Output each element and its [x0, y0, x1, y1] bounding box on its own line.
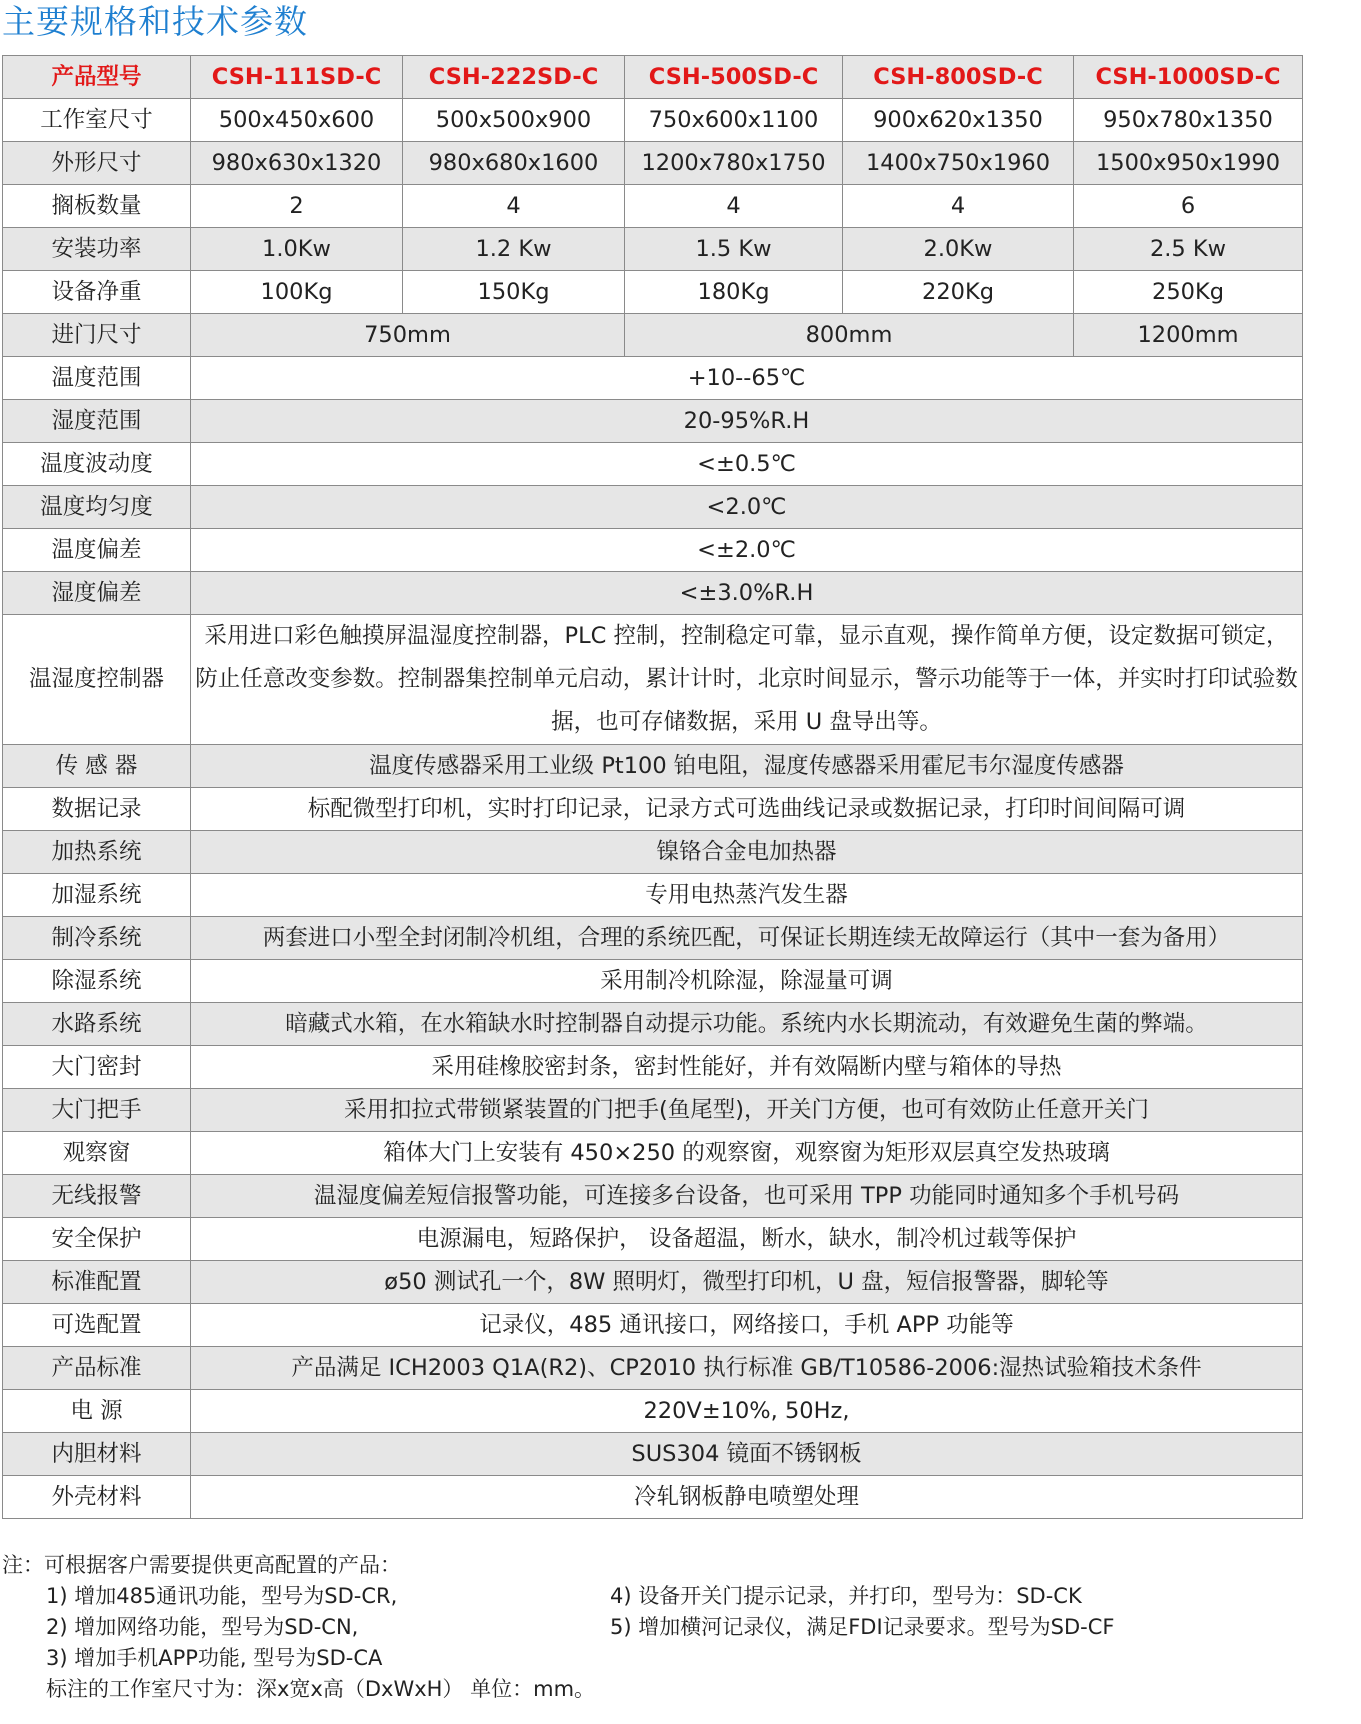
note-item: 2) 增加网络功能，型号为SD-CN, [46, 1615, 359, 1639]
table-cell: 500x450x600 [191, 99, 403, 142]
row-label: 工作室尺寸 [3, 99, 191, 142]
table-row [3, 1476, 1303, 1519]
table-row [3, 960, 1303, 1003]
table-row [3, 1261, 1303, 1304]
table-cell: 记录仪，485 通讯接口，网络接口，手机 APP 功能等 [191, 1304, 1303, 1347]
note-item: 3) 增加手机APP功能, 型号为SD-CA [46, 1646, 383, 1670]
note-item: 4) 设备开关门提示记录，并打印，型号为：SD-CK [610, 1584, 1082, 1608]
table-cell: 980x680x1600 [403, 142, 625, 185]
spec-table [2, 55, 1303, 1519]
table-cell: 温度传感器采用工业级 Pt100 铂电阻，湿度传感器采用霍尼韦尔湿度传感器 [191, 745, 1303, 788]
table-row [3, 1390, 1303, 1433]
table-row [3, 745, 1303, 788]
table-row [3, 1433, 1303, 1476]
table-row [3, 788, 1303, 831]
table-cell: 箱体大门上安装有 450×250 的观察窗，观察窗为矩形双层真空发热玻璃 [191, 1132, 1303, 1175]
table-cell: <2.0℃ [191, 486, 1303, 529]
model-header-cell: CSH-800SD-C [843, 56, 1074, 99]
table-cell: 镍铬合金电加热器 [191, 831, 1303, 874]
row-label: 温湿度控制器 [3, 615, 191, 745]
table-cell: 2.5 Kw [1074, 228, 1303, 271]
table-cell: 4 [403, 185, 625, 228]
row-label: 产品标准 [3, 1347, 191, 1390]
table-row [3, 1175, 1303, 1218]
table-cell: +10--65℃ [191, 357, 1303, 400]
table-row [3, 99, 1303, 142]
row-label: 大门密封 [3, 1046, 191, 1089]
model-header-cell: CSH-222SD-C [403, 56, 625, 99]
row-label: 进门尺寸 [3, 314, 191, 357]
table-row [3, 1089, 1303, 1132]
row-label: 除湿系统 [3, 960, 191, 1003]
note-item: 5) 增加横河记录仪，满足FDI记录要求。型号为SD-CF [610, 1615, 1115, 1639]
row-label: 电 源 [3, 1390, 191, 1433]
table-cell: 1200x780x1750 [625, 142, 843, 185]
table-row [3, 917, 1303, 960]
table-row [3, 443, 1303, 486]
row-label: 搁板数量 [3, 185, 191, 228]
model-header-cell: CSH-500SD-C [625, 56, 843, 99]
table-row [3, 831, 1303, 874]
row-label: 温度波动度 [3, 443, 191, 486]
row-label: 制冷系统 [3, 917, 191, 960]
table-cell: 150Kg [403, 271, 625, 314]
table-cell: 专用电热蒸汽发生器 [191, 874, 1303, 917]
table-row [3, 228, 1303, 271]
row-label: 传 感 器 [3, 745, 191, 788]
table-cell: 220Kg [843, 271, 1074, 314]
model-header-cell: CSH-1000SD-C [1074, 56, 1303, 99]
table-cell: 20-95%R.H [191, 400, 1303, 443]
table-cell: 暗藏式水箱，在水箱缺水时控制器自动提示功能。系统内水长期流动，有效避免生菌的弊端。 [191, 1003, 1303, 1046]
table-cell: SUS304 镜面不锈钢板 [191, 1433, 1303, 1476]
table-cell: 250Kg [1074, 271, 1303, 314]
table-cell: 采用进口彩色触摸屏温湿度控制器，PLC 控制，控制稳定可靠，显示直观，操作简单方便，设定数据可锁定，防止任意改变参数。控制器集控制单元启动，累计计时，北京时间显示，警示功能等于一体，并实时打印试验数据，也可存储数据，采用 U 盘导出等。 [191, 615, 1303, 745]
table-cell: 采用制冷机除湿，除湿量可调 [191, 960, 1303, 1003]
row-label: 大门把手 [3, 1089, 191, 1132]
table-row [3, 1132, 1303, 1175]
table-cell: 750mm [191, 314, 625, 357]
table-cell: 1.0Kw [191, 228, 403, 271]
table-row [3, 400, 1303, 443]
row-label: 可选配置 [3, 1304, 191, 1347]
row-label: 内胆材料 [3, 1433, 191, 1476]
table-cell: 2 [191, 185, 403, 228]
row-label: 湿度范围 [3, 400, 191, 443]
row-label: 设备净重 [3, 271, 191, 314]
table-cell: 500x500x900 [403, 99, 625, 142]
table-cell: 采用硅橡胶密封条，密封性能好，并有效隔断内壁与箱体的导热 [191, 1046, 1303, 1089]
model-header-cell: CSH-111SD-C [191, 56, 403, 99]
table-cell: 900x620x1350 [843, 99, 1074, 142]
table-row [3, 357, 1303, 400]
row-label: 标准配置 [3, 1261, 191, 1304]
table-row [3, 874, 1303, 917]
table-cell: 1500x950x1990 [1074, 142, 1303, 185]
table-row [3, 1304, 1303, 1347]
row-label: 外壳材料 [3, 1476, 191, 1519]
row-label: 产品型号 [3, 56, 191, 99]
table-cell: 产品满足 ICH2003 Q1A(R2)、CP2010 执行标准 GB/T10586-2006:湿热试验箱技术条件 [191, 1347, 1303, 1390]
row-label: 温度均匀度 [3, 486, 191, 529]
note-item: 1) 增加485通讯功能，型号为SD-CR, [46, 1584, 398, 1608]
table-row [3, 142, 1303, 185]
table-cell: 冷轧钢板静电喷塑处理 [191, 1476, 1303, 1519]
dimension-note: 标注的工作室尺寸为：深x宽x高（DxWxH） 单位：mm。 [46, 1677, 596, 1701]
row-label: 湿度偏差 [3, 572, 191, 615]
table-row [3, 1003, 1303, 1046]
row-label: 温度偏差 [3, 529, 191, 572]
table-cell: 980x630x1320 [191, 142, 403, 185]
table-row [3, 486, 1303, 529]
table-cell: <±3.0%R.H [191, 572, 1303, 615]
table-row [3, 185, 1303, 228]
table-row [3, 572, 1303, 615]
table-cell: 100Kg [191, 271, 403, 314]
table-cell: <±0.5℃ [191, 443, 1303, 486]
table-cell: <±2.0℃ [191, 529, 1303, 572]
table-cell: 220V±10%, 50Hz, [191, 1390, 1303, 1433]
row-label: 水路系统 [3, 1003, 191, 1046]
table-cell: 两套进口小型全封闭制冷机组，合理的系统匹配，可保证长期连续无故障运行（其中一套为备用） [191, 917, 1303, 960]
row-label: 温度范围 [3, 357, 191, 400]
table-row [3, 271, 1303, 314]
table-cell: 温湿度偏差短信报警功能，可连接多台设备，也可采用 TPP 功能同时通知多个手机号码 [191, 1175, 1303, 1218]
table-cell: 1.2 Kw [403, 228, 625, 271]
table-cell: 标配微型打印机，实时打印记录，记录方式可选曲线记录或数据记录，打印时间间隔可调 [191, 788, 1303, 831]
page-title: 主要规格和技术参数 [2, 2, 308, 41]
table-row [3, 1046, 1303, 1089]
table-cell: 1200mm [1074, 314, 1303, 357]
row-label: 加热系统 [3, 831, 191, 874]
table-cell: 电源漏电，短路保护， 设备超温，断水，缺水，制冷机过载等保护 [191, 1218, 1303, 1261]
table-cell: 4 [625, 185, 843, 228]
table-cell: 750x600x1100 [625, 99, 843, 142]
table-cell: 采用扣拉式带锁紧装置的门把手(鱼尾型)，开关门方便，也可有效防止任意开关门 [191, 1089, 1303, 1132]
row-label: 无线报警 [3, 1175, 191, 1218]
table-row [3, 1218, 1303, 1261]
row-label: 观察窗 [3, 1132, 191, 1175]
table-cell: 2.0Kw [843, 228, 1074, 271]
table-row [3, 1347, 1303, 1390]
table-cell: 800mm [625, 314, 1074, 357]
table-cell: 6 [1074, 185, 1303, 228]
table-row [3, 615, 1303, 745]
row-label: 外形尺寸 [3, 142, 191, 185]
table-cell: ø50 测试孔一个，8W 照明灯，微型打印机，U 盘，短信报警器，脚轮等 [191, 1261, 1303, 1304]
row-label: 数据记录 [3, 788, 191, 831]
table-cell: 1400x750x1960 [843, 142, 1074, 185]
table-cell: 180Kg [625, 271, 843, 314]
notes-lead: 注：可根据客户需要提供更高配置的产品： [2, 1553, 401, 1577]
table-cell: 950x780x1350 [1074, 99, 1303, 142]
table-cell: 1.5 Kw [625, 228, 843, 271]
row-label: 安全保护 [3, 1218, 191, 1261]
table-row [3, 529, 1303, 572]
row-label: 加湿系统 [3, 874, 191, 917]
notes-section [2, 1550, 1332, 1705]
table-row [3, 314, 1303, 357]
row-label: 安装功率 [3, 228, 191, 271]
table-row [3, 56, 1303, 99]
table-cell: 4 [843, 185, 1074, 228]
